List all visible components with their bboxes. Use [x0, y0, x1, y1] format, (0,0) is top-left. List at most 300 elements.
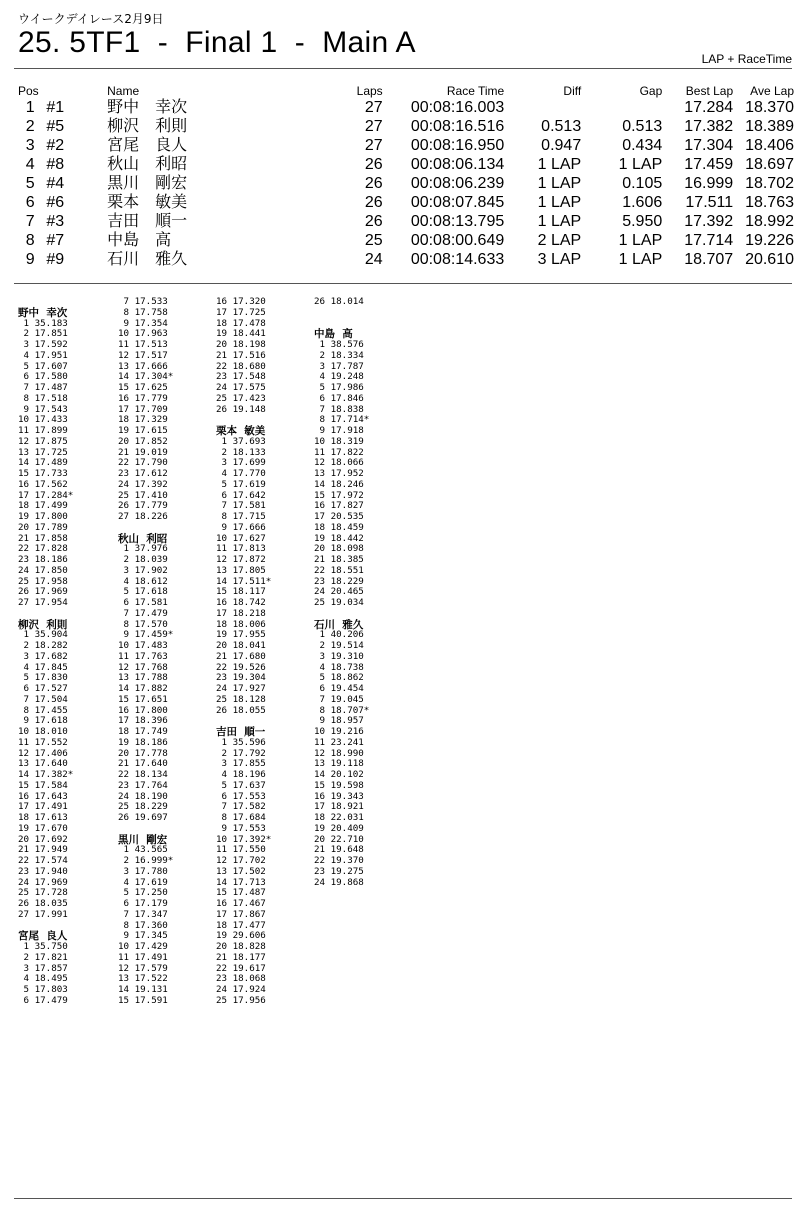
lap-time-line: 19 18.441: [216, 328, 266, 340]
lap-time-line: 8 17.455: [18, 704, 68, 716]
lap-time-line: 2 17.851: [18, 328, 68, 340]
lap-time-line: 17 17.284*: [18, 489, 74, 501]
lap-time-line: 5 17.607: [18, 360, 68, 372]
lap-time-line: 6 17.581: [118, 597, 168, 608]
lap-time-line: 22 17.828: [18, 543, 68, 555]
top-divider: [14, 68, 792, 69]
lap-time-line: 11 17.899: [18, 425, 68, 436]
lap-time-line: 2 18.282: [18, 640, 68, 651]
result-best-lap: 16.999: [684, 175, 734, 192]
lap-time-line: 16 17.779: [118, 392, 168, 404]
lap-time-line: 2 19.514: [314, 640, 364, 651]
lap-time-line: 14 19.131: [118, 984, 168, 995]
lap-time-line: 25 17.956: [216, 994, 266, 1006]
result-car-number: #3: [46, 213, 65, 230]
result-car-number: #9: [46, 251, 65, 268]
lap-time-line: 9 17.618: [18, 715, 68, 727]
lap-time-line: 11 17.550: [216, 844, 266, 856]
lap-time-line: 7 17.347: [118, 908, 168, 920]
lap-time-line: 21 19.019: [118, 446, 168, 458]
lap-time-line: 20 17.789: [18, 521, 68, 533]
lap-time-line: 15 17.591: [118, 994, 168, 1006]
lap-time-line: 22 17.574: [18, 855, 68, 866]
lap-time-line: [314, 308, 414, 319]
lap-time-line: 5 18.862: [314, 672, 364, 684]
lap-time-line: 11 17.513: [118, 339, 168, 350]
result-car-number: #5: [46, 118, 65, 135]
result-ave-lap: 18.763: [745, 194, 794, 211]
lap-time-line: 8 17.684: [216, 812, 266, 823]
lap-time-line: 7 18.838: [314, 403, 364, 415]
lap-time-line: 4 18.495: [18, 973, 68, 985]
lap-time-line: 16 19.343: [314, 790, 364, 802]
result-ave-lap: 18.702: [745, 175, 794, 192]
lap-time-line: 12 18.066: [314, 457, 364, 469]
lap-time-line: 9 17.459*: [118, 629, 174, 641]
result-best-lap: 17.392: [684, 213, 734, 230]
lap-time-line: 8 17.570: [118, 618, 168, 630]
lap-time-line: 15 17.972: [314, 489, 364, 501]
lap-driver-heading: 宮尾 良人: [18, 930, 68, 943]
lap-time-line: 6 19.454: [314, 683, 364, 694]
result-best-lap: 17.714: [684, 232, 734, 249]
result-diff: 0.513: [541, 118, 582, 135]
result-best-lap: 17.304: [684, 137, 734, 154]
result-row: [18, 98, 794, 117]
lap-time-line: 19 20.409: [314, 822, 364, 834]
lap-time-line: 19 17.800: [18, 511, 68, 522]
lap-time-line: 5 17.250: [118, 887, 168, 899]
col-header-pos: Pos: [18, 83, 39, 98]
results-header-row: [18, 83, 794, 98]
result-gap: 1 LAP: [618, 232, 663, 249]
lap-time-line: 5 17.619: [216, 478, 266, 490]
result-ave-lap: 18.697: [745, 156, 794, 173]
result-driver-name: 宮尾 良人: [107, 137, 188, 154]
lap-time-line: 8 17.360: [118, 919, 168, 931]
result-gap: 1 LAP: [618, 156, 663, 173]
lap-time-line: 21 17.640: [118, 758, 168, 770]
result-row: [18, 174, 794, 193]
result-laps: 26: [364, 156, 383, 173]
lap-time-line: 16 17.562: [18, 478, 68, 490]
lap-time-line: 7 17.487: [18, 382, 68, 393]
lap-time-line: 17 18.396: [118, 715, 168, 727]
lap-time-line: 3 17.787: [314, 360, 364, 372]
lap-time-line: 7 17.581: [216, 500, 266, 512]
col-header-diff: Diff: [563, 83, 582, 98]
lap-time-line: 22 18.134: [118, 769, 168, 780]
lap-time-line: 14 20.102: [314, 769, 364, 780]
col-header-race-time: Race Time: [446, 83, 505, 98]
lap-time-line: 12 17.702: [216, 855, 266, 866]
lap-time-line: 17 18.921: [314, 801, 364, 813]
lap-time-line: 3 17.857: [18, 962, 68, 974]
lap-time-line: 6 17.527: [18, 683, 68, 694]
lap-time-line: 20 18.041: [216, 640, 266, 651]
lap-time-line: 18 18.006: [216, 618, 266, 630]
lap-time-line: 20 22.710: [314, 833, 364, 845]
result-laps: 27: [364, 137, 383, 154]
lap-time-line: 13 17.805: [216, 564, 266, 576]
lap-time-line: 4 19.248: [314, 371, 364, 383]
result-driver-name: 石川 雅久: [107, 251, 188, 268]
result-best-lap: 18.707: [684, 251, 734, 268]
lap-time-line: 3 17.780: [118, 865, 168, 877]
lap-time-line: 5 17.830: [18, 672, 68, 684]
lap-time-line: 6 17.553: [216, 790, 266, 802]
result-diff: 2 LAP: [537, 232, 582, 249]
lap-time-line: [118, 523, 218, 534]
result-race-time: 00:08:14.633: [410, 251, 505, 268]
lap-time-line: 3 17.855: [216, 758, 266, 770]
result-driver-name: 黒川 剛宏: [107, 175, 188, 192]
result-diff: 1 LAP: [537, 194, 582, 211]
lap-time-line: 1 43.565: [118, 844, 168, 856]
lap-time-line: 21 17.516: [216, 349, 266, 361]
lap-time-line: 1 35.596: [216, 736, 266, 748]
lap-time-line: 12 18.990: [314, 747, 364, 759]
lap-time-line: 25 19.034: [314, 597, 364, 608]
result-laps: 26: [364, 175, 383, 192]
result-car-number: #6: [46, 194, 65, 211]
lap-driver-heading: 柳沢 利則: [18, 618, 68, 631]
result-laps: 27: [364, 118, 383, 135]
lap-time-line: 18 17.613: [18, 812, 68, 823]
lap-time-line: 23 19.275: [314, 865, 364, 877]
lap-time-line: 7 17.582: [216, 801, 266, 813]
lap-column: [216, 297, 316, 1007]
lap-time-line: 16 17.827: [314, 500, 364, 512]
results-divider: [14, 283, 792, 284]
result-driver-name: 秋山 利昭: [107, 156, 188, 173]
lap-driver-heading: 吉田 順一: [216, 726, 266, 738]
lap-time-line: 25 17.423: [216, 392, 266, 404]
lap-time-line: 20 17.852: [118, 435, 168, 447]
lap-time-line: 17 20.535: [314, 511, 364, 522]
result-gap: 1.606: [622, 194, 663, 211]
lap-driver-heading: 栗本 敏美: [216, 425, 266, 437]
result-ave-lap: 20.610: [745, 251, 794, 268]
bottom-divider: [14, 1198, 792, 1199]
results-body: [18, 98, 794, 269]
lap-time-line: 21 17.680: [216, 650, 266, 662]
lap-time-line: 10 17.483: [118, 640, 168, 651]
result-race-time: 00:08:07.845: [410, 194, 505, 211]
lap-time-line: 1 35.904: [18, 629, 68, 641]
lap-time-line: 4 17.619: [118, 876, 168, 888]
lap-time-line: 14 17.489: [18, 457, 68, 469]
lap-time-line: 19 17.670: [18, 822, 68, 834]
lap-time-line: 23 17.940: [18, 865, 68, 877]
lap-time-line: 19 18.186: [118, 736, 168, 748]
lap-time-line: 13 17.725: [18, 446, 68, 458]
lap-time-line: 10 17.963: [118, 328, 168, 340]
lap-time-line: 11 17.822: [314, 446, 364, 458]
lap-driver-heading: 中島 高: [314, 328, 353, 341]
lap-time-line: 16 18.742: [216, 597, 266, 608]
result-diff: 0.947: [541, 137, 582, 154]
lap-time-line: 16 17.643: [18, 790, 68, 802]
lap-time-line: 3 19.310: [314, 650, 364, 662]
result-laps: 27: [364, 99, 383, 116]
lap-time-line: 13 17.502: [216, 865, 266, 877]
col-header-name: Name: [107, 83, 140, 98]
result-diff: 1 LAP: [537, 213, 582, 230]
result-diff: [504, 98, 581, 117]
lap-time-line: 9 17.543: [18, 403, 68, 415]
report-mode-label: LAP + RaceTime: [701, 52, 792, 66]
lap-time-line: 26 19.148: [216, 403, 266, 415]
lap-time-line: 9 18.957: [314, 715, 364, 727]
lap-time-line: 7 17.504: [18, 693, 68, 705]
result-ave-lap: 18.389: [745, 118, 794, 135]
result-race-time: 00:08:06.134: [410, 156, 505, 173]
lap-time-line: 18 17.749: [118, 726, 168, 737]
lap-time-line: 11 23.241: [314, 736, 364, 748]
lap-time-line: [118, 824, 218, 835]
lap-time-line: 15 17.625: [118, 382, 168, 393]
lap-time-line: 16 17.467: [216, 898, 266, 909]
lap-time-line: 1 37.976: [118, 543, 168, 555]
lap-time-line: 20 17.778: [118, 747, 168, 759]
lap-time-line: 17 17.491: [18, 801, 68, 813]
result-gap: 0.513: [622, 118, 663, 135]
lap-time-line: 13 17.666: [118, 360, 168, 372]
lap-time-line: 16 17.320: [216, 296, 266, 307]
lap-time-line: 21 17.858: [18, 532, 68, 544]
lap-time-line: 6 17.642: [216, 489, 266, 501]
result-car-number: #1: [46, 99, 65, 116]
lap-time-line: 11 17.763: [118, 650, 168, 662]
lap-time-line: 4 18.196: [216, 769, 266, 780]
lap-time-line: 14 17.511*: [216, 575, 272, 587]
lap-time-line: 6 17.580: [18, 371, 68, 383]
lap-time-line: 2 18.133: [216, 446, 266, 458]
lap-column: [314, 297, 414, 888]
result-car-number: #4: [46, 175, 65, 192]
lap-time-line: 3 17.592: [18, 339, 68, 350]
results-table: [18, 83, 794, 269]
lap-time-line: 27 18.226: [118, 511, 168, 522]
result-row: [18, 250, 794, 269]
lap-time-line: 20 18.828: [216, 941, 266, 952]
lap-time-line: 1 37.693: [216, 435, 266, 447]
lap-time-line: 20 18.098: [314, 543, 364, 555]
lap-time-line: 18 17.477: [216, 919, 266, 931]
result-row: [18, 117, 794, 136]
col-header-best-lap: Best Lap: [685, 83, 734, 98]
lap-time-line: 26 18.055: [216, 704, 266, 716]
result-race-time: 00:08:00.649: [410, 232, 505, 249]
result-diff: 1 LAP: [537, 175, 582, 192]
lap-driver-heading: 黒川 剛宏: [118, 833, 168, 846]
result-driver-name: 野中 幸次: [107, 99, 188, 116]
result-pos: 7: [25, 213, 35, 230]
lap-time-line: 16 17.800: [118, 704, 168, 716]
lap-time-line: 11 17.813: [216, 543, 266, 555]
result-gap: 1 LAP: [618, 251, 663, 268]
lap-time-line: 8 17.715: [216, 511, 266, 522]
lap-time-line: 1 40.206: [314, 629, 364, 641]
lap-time-line: 18 17.499: [18, 500, 68, 512]
result-row: [18, 231, 794, 250]
lap-time-line: 22 18.551: [314, 564, 364, 576]
lap-time-line: 8 17.518: [18, 392, 68, 404]
col-header-gap: Gap: [639, 83, 663, 98]
result-race-time: 00:08:16.003: [410, 99, 505, 116]
lap-time-line: 12 17.875: [18, 435, 68, 447]
lap-time-line: 26 19.697: [118, 812, 168, 823]
result-ave-lap: 18.406: [745, 137, 794, 154]
lap-time-line: 9 17.918: [314, 425, 364, 436]
lap-time-line: 22 18.680: [216, 360, 266, 372]
lap-time-line: 7 17.479: [118, 607, 168, 619]
lap-time-line: 14 17.713: [216, 876, 266, 888]
lap-time-line: 4 17.770: [216, 468, 266, 479]
lap-time-line: 18 17.478: [216, 317, 266, 329]
lap-time-line: 24 17.392: [118, 478, 168, 490]
lap-time-line: 2 16.999*: [118, 855, 174, 866]
result-laps: 26: [364, 213, 383, 230]
lap-time-line: 24 20.465: [314, 586, 364, 598]
lap-time-line: 8 17.714*: [314, 414, 370, 426]
lap-time-line: 24 17.969: [18, 876, 68, 888]
event-subtitle: ウイークデイレース2月9日: [18, 12, 164, 26]
result-row: [18, 193, 794, 212]
result-race-time: 00:08:16.950: [410, 137, 505, 154]
lap-time-line: 12 17.406: [18, 747, 68, 759]
result-best-lap: 17.459: [684, 156, 734, 173]
lap-time-line: 10 19.216: [314, 726, 364, 737]
lap-time-line: 24 18.190: [118, 790, 168, 802]
lap-time-line: 24 17.575: [216, 382, 266, 393]
lap-time-line: 10 17.392*: [216, 833, 272, 845]
lap-time-line: 14 17.882: [118, 683, 168, 694]
lap-time-line: 24 17.850: [18, 564, 68, 576]
lap-driver-heading: 石川 雅久: [314, 618, 364, 631]
result-diff: 1 LAP: [537, 156, 582, 173]
lap-time-line: 10 18.010: [18, 726, 68, 737]
lap-time-line: 4 18.738: [314, 661, 364, 673]
col-header-laps: Laps: [356, 83, 383, 98]
lap-time-line: 1 38.576: [314, 339, 364, 350]
lap-time-line: 27 17.991: [18, 908, 68, 920]
lap-time-line: 21 18.177: [216, 951, 266, 963]
result-race-time: 00:08:13.795: [410, 213, 505, 230]
lap-time-line: 21 17.949: [18, 844, 68, 856]
lap-time-line: 18 22.031: [314, 812, 364, 823]
lap-time-line: 26 17.969: [18, 586, 68, 598]
lap-time-line: 24 19.868: [314, 876, 364, 888]
lap-time-line: 23 17.612: [118, 468, 168, 479]
lap-time-line: 17 17.725: [216, 306, 266, 318]
lap-time-line: 6 17.479: [18, 994, 68, 1006]
result-pos: 9: [25, 251, 35, 268]
lap-time-line: 14 17.304*: [118, 371, 174, 383]
lap-time-line: 20 17.692: [18, 833, 68, 845]
lap-time-line: 18 18.459: [314, 521, 364, 533]
lap-time-line: 23 17.764: [118, 779, 168, 791]
lap-time-line: 9 17.354: [118, 317, 168, 329]
lap-time-line: 23 17.548: [216, 371, 266, 383]
result-best-lap: 17.382: [684, 118, 734, 135]
lap-time-line: 5 17.986: [314, 382, 364, 393]
lap-driver-heading: 秋山 利昭: [118, 532, 168, 545]
result-best-lap: 17.284: [684, 99, 734, 116]
lap-time-line: 8 17.758: [118, 306, 168, 318]
lap-time-line: 6 17.846: [314, 392, 364, 404]
lap-driver-heading: 野中 幸次: [18, 306, 68, 319]
result-best-lap: 17.511: [685, 194, 734, 211]
lap-time-line: 1 35.183: [18, 317, 68, 329]
lap-time-line: 19 17.955: [216, 629, 266, 641]
result-diff: 3 LAP: [537, 251, 582, 268]
lap-time-line: 22 19.526: [216, 661, 266, 673]
result-driver-name: 吉田 順一: [107, 213, 188, 230]
lap-time-line: 4 17.951: [18, 349, 68, 361]
lap-time-line: 26 18.014: [314, 296, 364, 307]
lap-time-line: [314, 609, 414, 620]
result-gap: 0.105: [622, 175, 663, 192]
lap-time-line: 12 17.517: [118, 349, 168, 361]
lap-time-line: 15 17.584: [18, 779, 68, 791]
lap-time-line: 2 17.821: [18, 951, 68, 963]
lap-time-line: 7 19.045: [314, 693, 364, 705]
result-pos: 8: [25, 232, 35, 249]
lap-time-line: 2 18.334: [314, 349, 364, 361]
lap-time-line: 10 17.429: [118, 941, 168, 952]
lap-time-line: 17 18.218: [216, 607, 266, 619]
result-ave-lap: 18.992: [745, 213, 794, 230]
lap-time-line: 12 17.768: [118, 661, 168, 673]
lap-time-line: 4 17.845: [18, 661, 68, 673]
lap-time-line: 27 17.954: [18, 597, 68, 608]
result-race-time: 00:08:16.516: [410, 118, 505, 135]
result-pos: 3: [25, 137, 35, 154]
lap-time-line: 13 17.640: [18, 758, 68, 770]
result-pos: 1: [25, 99, 35, 116]
lap-time-line: 6 17.179: [118, 898, 168, 909]
lap-time-line: 15 18.117: [216, 586, 266, 598]
race-title: 25. 5TF1 - Final 1 - Main A: [18, 26, 416, 59]
lap-time-line: 1 35.750: [18, 941, 68, 952]
lap-time-line: 13 17.788: [118, 672, 168, 684]
lap-time-line: 22 17.790: [118, 457, 168, 469]
lap-time-line: 2 17.792: [216, 747, 266, 759]
lap-time-line: 3 17.682: [18, 650, 68, 662]
lap-time-line: 15 17.733: [18, 468, 68, 479]
lap-time-line: 23 19.304: [216, 672, 266, 684]
result-pos: 4: [25, 156, 35, 173]
result-car-number: #8: [46, 156, 65, 173]
lap-time-line: 10 17.433: [18, 414, 68, 426]
lap-time-line: 15 19.598: [314, 779, 364, 791]
result-gap: 5.950: [622, 213, 663, 230]
lap-time-line: [18, 609, 118, 620]
lap-time-line: 13 17.522: [118, 973, 168, 985]
lap-time-line: 2 18.039: [118, 554, 168, 565]
result-pos: 5: [25, 175, 35, 192]
lap-time-line: 25 17.958: [18, 575, 68, 587]
result-race-time: 00:08:06.239: [410, 175, 505, 192]
col-header-ave-lap: Ave Lap: [750, 83, 794, 98]
lap-time-line: 5 17.803: [18, 984, 68, 995]
result-laps: 26: [364, 194, 383, 211]
result-pos: 2: [25, 118, 35, 135]
lap-time-line: 15 17.487: [216, 887, 266, 899]
result-ave-lap: 19.226: [745, 232, 794, 249]
